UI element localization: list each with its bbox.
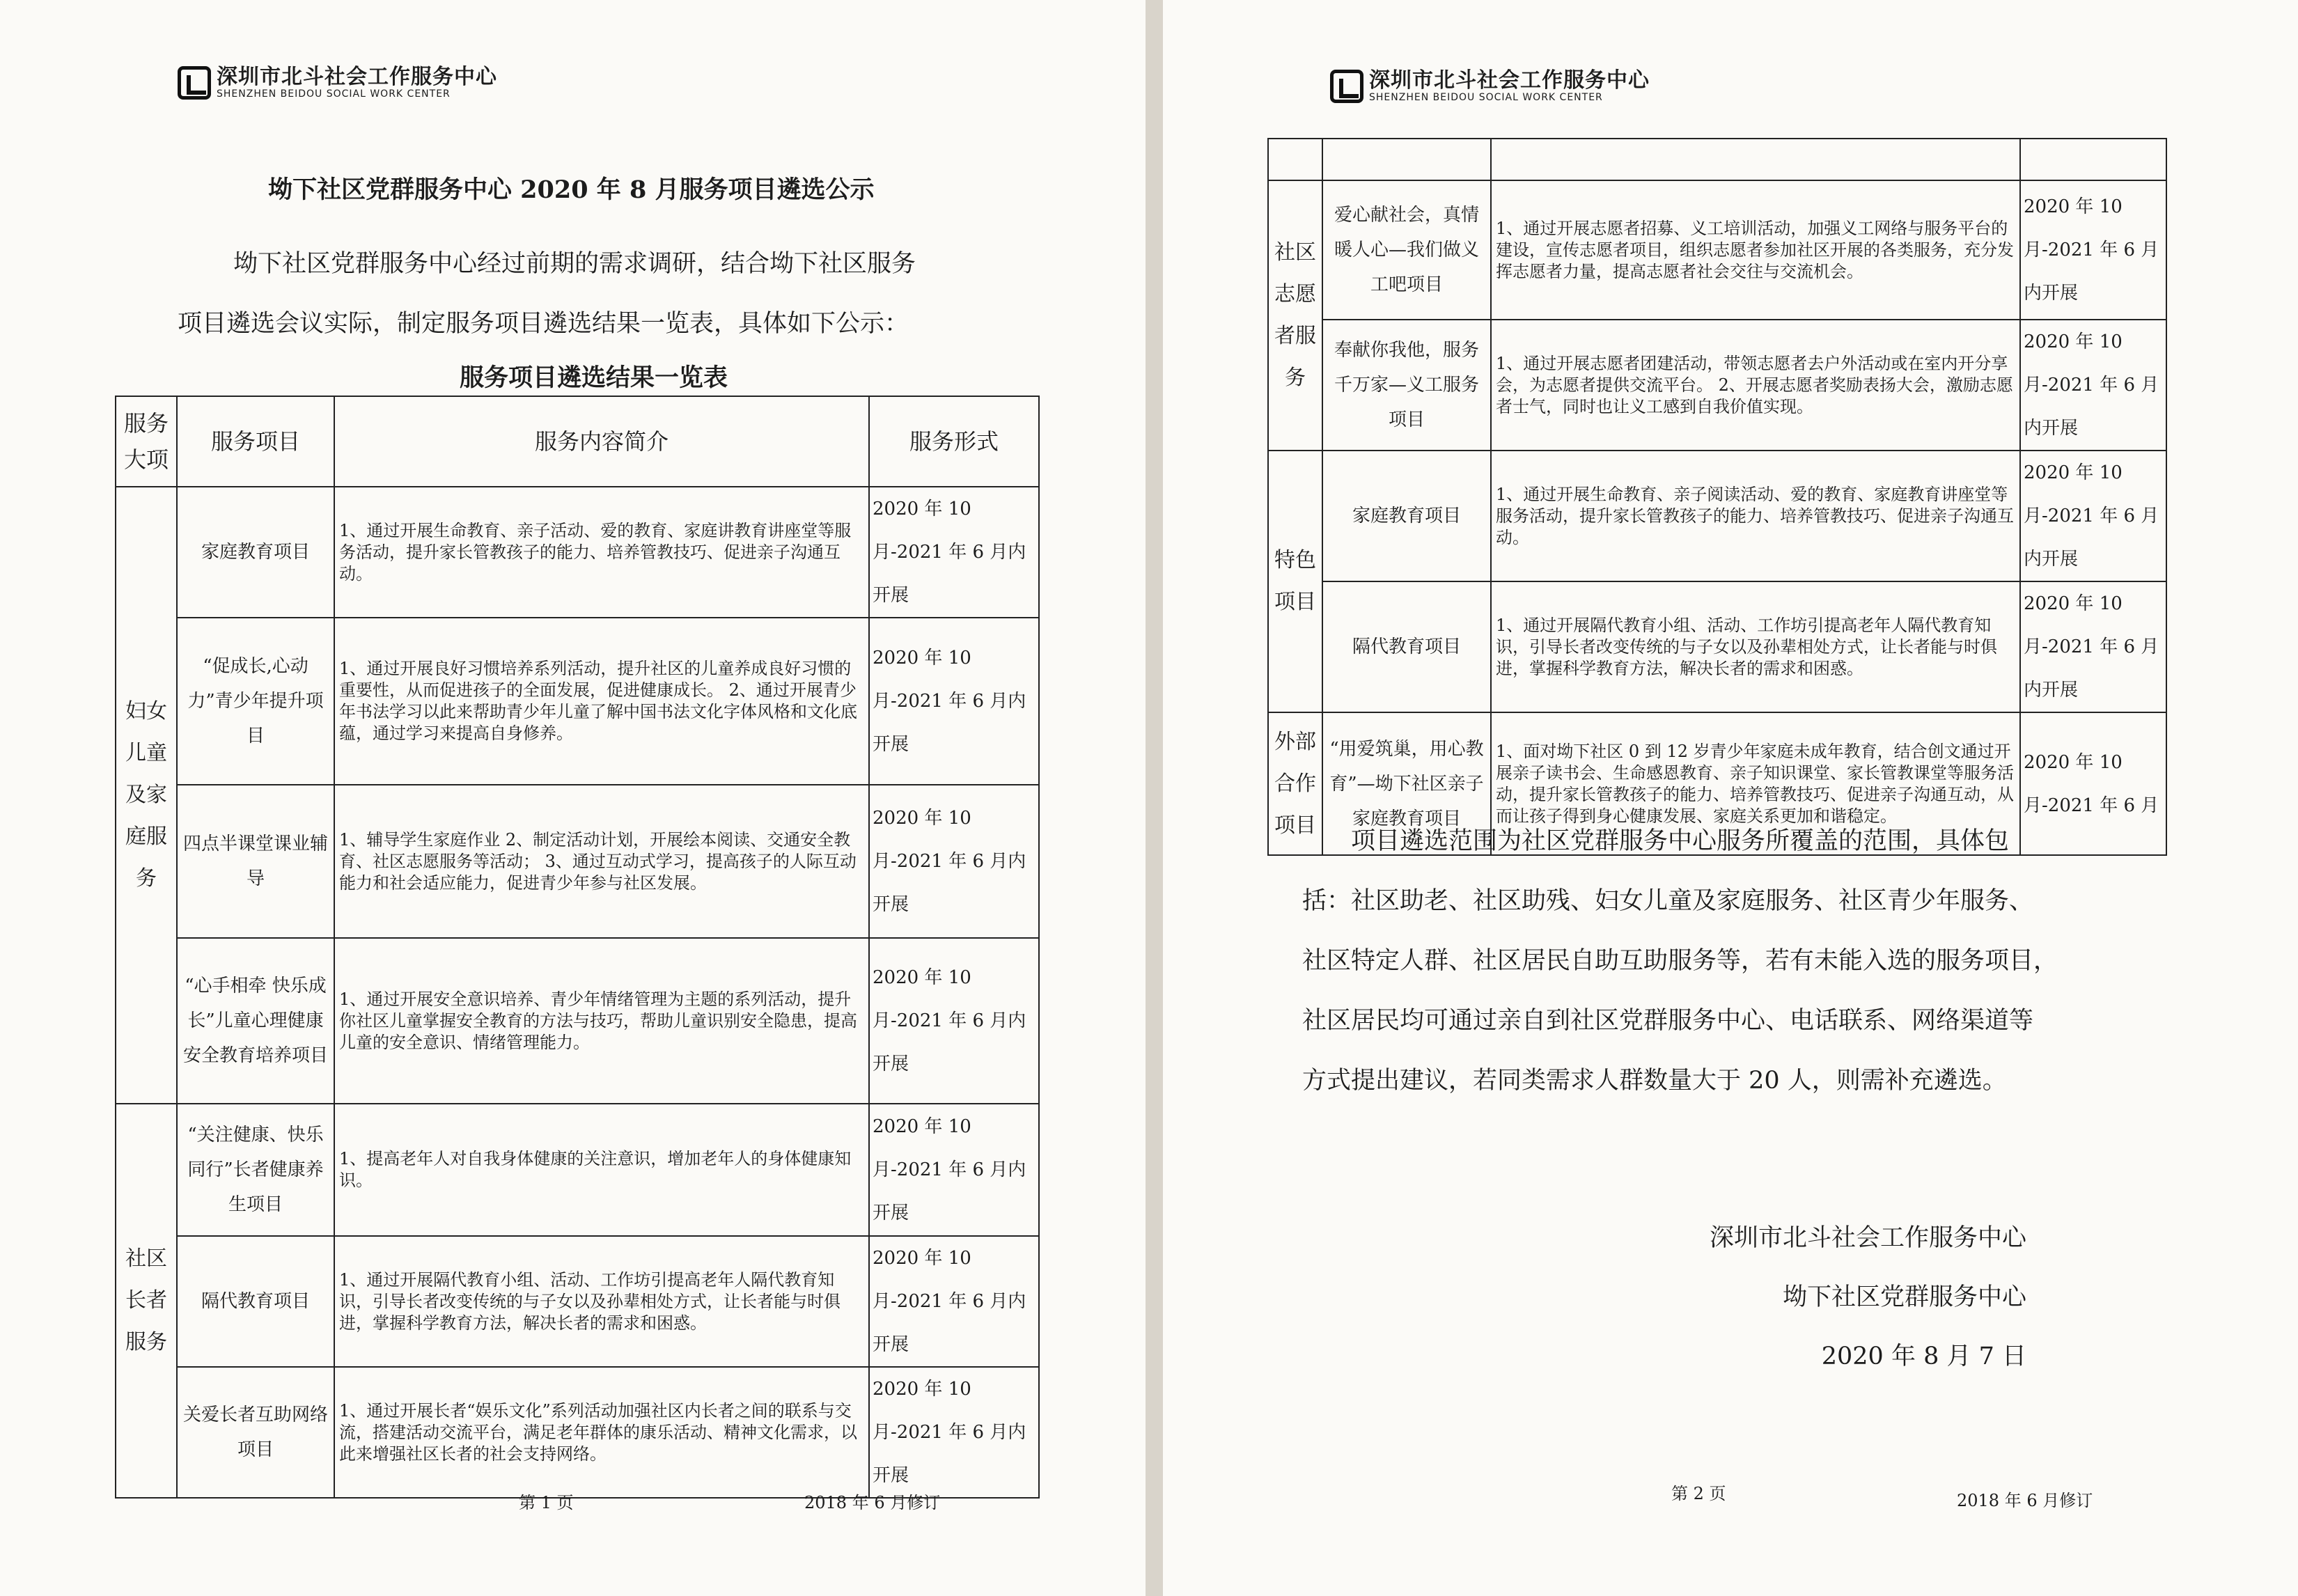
content-cell: 1、通过开展生命教育、亲子阅读活动、爱的教育、家庭教育讲座堂等服务活动，提升家长管教孩子的能力、培养管教技巧、促进亲子沟通互动。 — [1491, 451, 2020, 581]
intro-line: 坳下社区党群服务中心经过前期的需求调研，结合坳下社区服务 — [233, 250, 916, 278]
revision-note: 2018 年 6 月修订 — [1957, 1491, 2093, 1510]
page-number: 第 2 页 — [1671, 1484, 1726, 1503]
content-cell: 1、提高老年人对自我身体健康的关注意识，增加老年人的身体健康知识。 — [334, 1104, 869, 1236]
document-page-2 — [1163, 0, 2298, 1596]
project-cell: 四点半课堂课业辅导 — [177, 785, 334, 938]
table-row — [1268, 581, 2166, 712]
form-cell: 2020 年 10 月-2021 年 6 月内开展 — [869, 938, 1039, 1104]
project-cell: 爱心献社会，真情暖人心—我们做义工吧项目 — [1322, 180, 1491, 320]
project-cell: “心手相牵 快乐成长”儿童心理健康安全教育培养项目 — [177, 938, 334, 1104]
content-cell: 1、辅导学生家庭作业 2、制定活动计划，开展绘本阅读、交通安全教育、社区志愿服务等活动； 3、通过互动式学习，提高孩子的人际互动能力和社会适应能力，促进青少年参与社区发展。 — [334, 785, 869, 938]
table-title: 服务项目遴选结果一览表 — [460, 363, 728, 392]
closing-line: 方式提出建议，若同类需求人群数量大于 20 人，则需补充遴选。 — [1302, 1067, 2007, 1095]
header-content: 服务内容简介 — [334, 396, 869, 487]
beidou-logo-icon — [178, 66, 211, 100]
form-cell: 2020 年 10 月-2021 年 6 月内开展 — [869, 487, 1039, 618]
closing-line: 括：社区助老、社区助残、妇女儿童及家庭服务、社区青少年服务、 — [1302, 887, 2034, 915]
document-page-1 — [0, 0, 1146, 1596]
content-cell: 1、通过开展长者“娱乐文化”系列活动加强社区内长者之间的联系与交流，搭建活动交流平台，满足老年群体的康乐活动、精神文化需求，以此来增强社区长者的社会支持网络。 — [334, 1367, 869, 1498]
project-cell: 奉献你我他，服务千万家—义工服务项目 — [1322, 320, 1491, 451]
signature-date: 2020 年 8 月 7 日 — [1821, 1343, 2026, 1370]
org-logo — [178, 66, 497, 100]
table-row — [116, 1104, 1039, 1236]
form-cell: 2020 年 10 月-2021 年 6 月内开展 — [2020, 451, 2166, 581]
org-logo — [1330, 70, 1650, 103]
form-cell: 2020 年 10 月-2021 年 6 月内开展 — [2020, 320, 2166, 451]
page-number: 第 1 页 — [519, 1493, 574, 1512]
content-cell: 1、通过开展隔代教育小组、活动、工作坊引提高老年人隔代教育知识，引导长者改变传统的与子女以及孙辈相处方式，让长者能与时俱进，掌握科学教育方法，解决长者的需求和困惑。 — [1491, 581, 2020, 712]
org-name-en: SHENZHEN BEIDOU SOCIAL WORK CENTER — [1369, 92, 1603, 103]
closing-line: 社区居民均可通过亲自到社区党群服务中心、电话联系、网络渠道等 — [1302, 1007, 2034, 1035]
intro-paragraph — [178, 234, 916, 354]
closing-paragraph — [1240, 811, 2058, 1111]
table-row — [116, 487, 1039, 618]
project-cell: “用爱筑巢，用心教育”—坳下社区亲子家庭教育项目 — [1322, 712, 1491, 855]
closing-line: 项目遴选范围为社区党群服务中心服务所覆盖的范围，具体包 — [1351, 827, 2010, 855]
org-name-cn: 深圳市北斗社会工作服务中心 — [1369, 68, 1650, 93]
service-table-p2 — [1267, 138, 2167, 856]
form-cell: 2020 年 10 月-2021 年 6 月内开展 — [869, 1236, 1039, 1367]
form-cell: 2020 年 10 月-2021 年 6 月 — [2020, 712, 2166, 855]
form-cell: 2020 年 10 月-2021 年 6 月内开展 — [869, 1104, 1039, 1236]
category-cell: 社区志愿者服务 — [1268, 180, 1322, 451]
form-cell: 2020 年 10 月-2021 年 6 月内开展 — [2020, 581, 2166, 712]
org-name-en: SHENZHEN BEIDOU SOCIAL WORK CENTER — [217, 88, 451, 100]
org-name-cn: 深圳市北斗社会工作服务中心 — [217, 65, 497, 89]
beidou-logo-icon — [1330, 70, 1363, 103]
table-header-row — [116, 396, 1039, 487]
signature-block — [1709, 1219, 2026, 1386]
content-cell: 1、通过开展志愿者招募、义工培训活动，加强义工网络与服务平台的建设，宣传志愿者项目，组织志愿者参加社区开展的各类服务，充分发挥志愿者力量，提高志愿者社会交往与交流机会。 — [1491, 180, 2020, 320]
page-gap — [1146, 0, 1163, 1596]
project-cell: 家庭教育项目 — [1322, 451, 1491, 581]
document-title: 坳下社区党群服务中心 2020 年 8 月服务项目遴选公示 — [268, 175, 875, 204]
table-row — [116, 1236, 1039, 1367]
category-cell: 外部合作项目 — [1268, 712, 1322, 855]
category-cell: 社区长者服务 — [116, 1104, 177, 1498]
project-cell: “促成长,心动力”青少年提升项目 — [177, 618, 334, 785]
content-cell: 1、面对坳下社区 0 到 12 岁青少年家庭未成年教育，结合创文通过开展亲子读书会、生命感恩教育、亲子知识课堂、家长管教课堂等服务活动，提升家长管教孩子的能力、培养管教技巧、促进亲子沟通互动，从而让孩子得到身心健康发展、家庭关系更加和谐稳定。 — [1491, 712, 2020, 855]
header-form: 服务形式 — [869, 396, 1039, 487]
category-cell: 特色项目 — [1268, 451, 1322, 712]
project-cell: 隔代教育项目 — [177, 1236, 334, 1367]
signature-org2: 坳下社区党群服务中心 — [1782, 1283, 2026, 1311]
table-row — [116, 1367, 1039, 1498]
content-cell: 1、通过开展志愿者团建活动，带领志愿者去户外活动或在室内开分享会，为志愿者提供交流平台。 2、开展志愿者奖励表扬大会，激励志愿者士气，同时也让义工感到自我价值实现。 — [1491, 320, 2020, 451]
form-cell: 2020 年 10 月-2021 年 6 月内开展 — [869, 1367, 1039, 1498]
content-cell: 1、通过开展生命教育、亲子活动、爱的教育、家庭讲教育讲座堂等服务活动，提升家长管教孩子的能力、培养管教技巧、促进亲子沟通互动。 — [334, 487, 869, 618]
form-cell: 2020 年 10 月-2021 年 6 月内开展 — [2020, 180, 2166, 320]
content-cell: 1、通过开展安全意识培养、青少年情绪管理为主题的系列活动，提升你社区儿童掌握安全教育的方法与技巧，帮助儿童识别安全隐患，提高儿童的安全意识、情绪管理能力。 — [334, 938, 869, 1104]
form-cell: 2020 年 10 月-2021 年 6 月内开展 — [869, 618, 1039, 785]
service-table-p1 — [115, 396, 1040, 1499]
table-row — [116, 938, 1039, 1104]
revision-note: 2018 年 6 月修订 — [804, 1493, 941, 1512]
form-cell: 2020 年 10 月-2021 年 6 月内开展 — [869, 785, 1039, 938]
table-row — [1268, 320, 2166, 451]
project-cell: “关注健康、快乐同行”长者健康养生项目 — [177, 1104, 334, 1236]
project-cell: 家庭教育项目 — [177, 487, 334, 618]
table-continuation-row — [1268, 139, 2166, 180]
table-row — [1268, 451, 2166, 581]
project-cell: 隔代教育项目 — [1322, 581, 1491, 712]
project-cell: 关爱长者互助网络项目 — [177, 1367, 334, 1498]
category-cell: 妇女儿童及家庭服务 — [116, 487, 177, 1104]
content-cell: 1、通过开展隔代教育小组、活动、工作坊引提高老年人隔代教育知识，引导长者改变传统的与子女以及孙辈相处方式，让长者能与时俱进，掌握科学教育方法，解决长者的需求和困惑。 — [334, 1236, 869, 1367]
table-row — [116, 785, 1039, 938]
closing-line: 社区特定人群、社区居民自助互助服务等，若有未能入选的服务项目， — [1302, 947, 2058, 975]
header-category: 服务大项 — [116, 396, 177, 487]
content-cell: 1、通过开展良好习惯培养系列活动，提升社区的儿童养成良好习惯的重要性，从而促进孩子的全面发展，促进健康成长。 2、通过开展青少年书法学习以此来帮助青少年儿童了解中国书法文化字体风格和文化底蕴，通过学习来提高自身修养。 — [334, 618, 869, 785]
header-project: 服务项目 — [177, 396, 334, 487]
table-row — [1268, 180, 2166, 320]
table-row — [116, 618, 1039, 785]
intro-line: 项目遴选会议实际，制定服务项目遴选结果一览表，具体如下公示： — [178, 310, 909, 338]
signature-org1: 深圳市北斗社会工作服务中心 — [1709, 1224, 2026, 1252]
